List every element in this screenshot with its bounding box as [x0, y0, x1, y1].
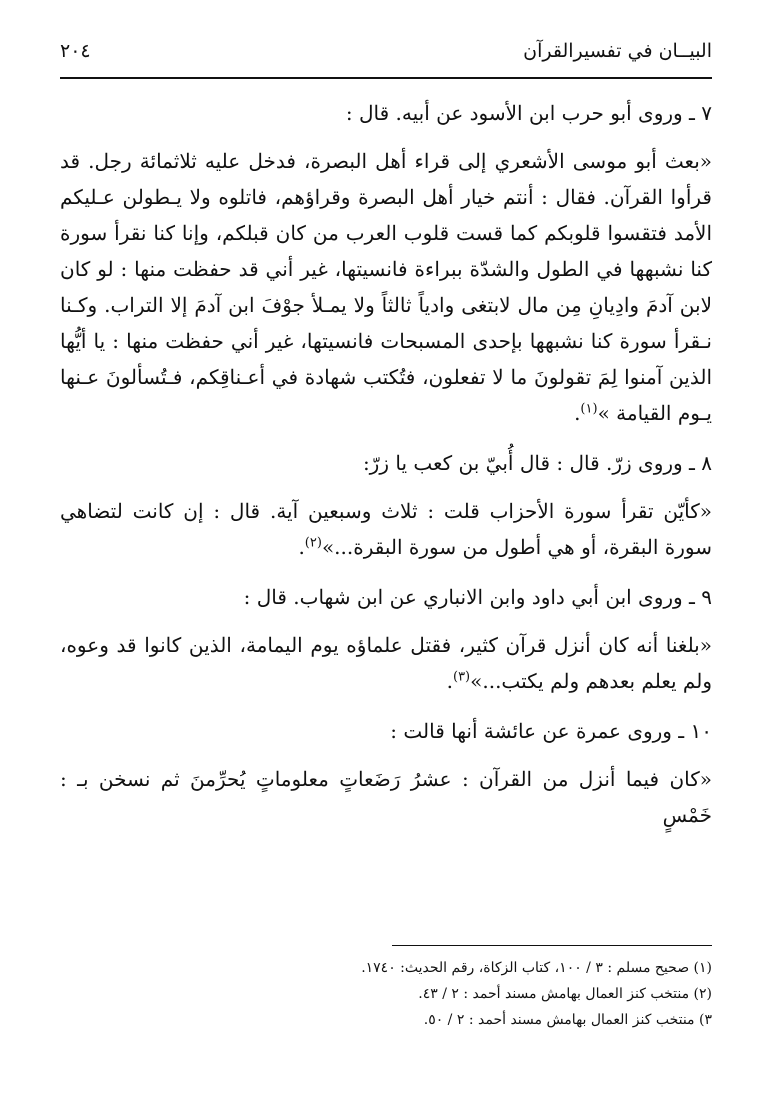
narration-intro-10: ١٠ ـ وروى عمرة عن عائشة أنها قالت :: [390, 719, 712, 743]
narration-quote-7: «بعث أبو موسى الأشعري إلى قراء أهل البصرة، فدخل عليه ثلاثمائة رجل. قد قرأوا القرآن. فقال : أنتم خيار أهل البصرة وقراؤهم، فاتلوه ولا يـطولن عـليكم الأمد فتقسوا قلوبكم كما قست قلوب العرب من كان قبلكم، وإنا كنا نقرأ سورة كنا نشبهها في الطول والشدّة ببراءة فانسيتها، غير أني قد حفظت منها : لو كان لابن آدمَ وادِيانِ مِن مال لابتغى وادياً ثالثاً ولا يمـلأ جوْفَ ابن آدمَ إلا التراب. وكـنا نـقرأ سورة كنا نشبهها بإحدى المسبحات فانسيتها، غير أني حفظت منها : يا أيُّها الذين آمنوا لِمَ تقولونَ ما لا تفعلون، فتُكتب شهادة في أعـناقِكم، فـتُسألونَ عـنها يـوم القيامة »$^{(١)}$.: [60, 149, 712, 425]
page-body: [60, 95, 712, 847]
narration-quote-10: «كان فيما أنزل من القرآن : عشرُ رَضَعاتٍ معلوماتٍ يُحرِّمنَ ثم نسخن بـ : خَمْسٍ: [60, 767, 712, 827]
narration-quote-9: «بلغنا أنه كان أنزل قرآن كثير، فقتل علماؤه يوم اليمامة، الذين كانوا قد وعوه، ولم يعلم بعدهم ولم يكتب...»$^{(٣)}$.: [60, 633, 712, 693]
narration-intro-8: ٨ ـ وروى زرّ. قال : قال أُبيّ بن كعب يا زرّ:: [362, 451, 712, 475]
footnote-3: ٣) منتخب كنز العمال بهامش مسند أحمد : ٢ / ٥٠.: [423, 1012, 712, 1028]
footnote-divider: [392, 945, 712, 946]
footnotes: [60, 955, 712, 1033]
header-title: البيــان في تفسيرالقرآن: [523, 40, 712, 62]
header-divider: [60, 77, 712, 79]
narration-intro-7: ٧ ـ وروى أبو حرب ابن الأسود عن أبيه. قال :: [345, 101, 712, 125]
footnote-ref-1: (١): [580, 401, 598, 417]
narration-quote-8: «كأيّن تقرأ سورة الأحزاب قلت : ثلاث وسبعين آية. قال : إن كانت لتضاهي سورة البقرة، أو هي أطول من سورة البقرة...»$^{(٢)}$.: [60, 499, 712, 559]
page-number: ٢٠٤: [60, 40, 91, 62]
footnote-1: (١) صحيح مسلم : ٣ / ١٠٠، كتاب الزكاة، رقم الحديث: ١٧٤٠.: [361, 960, 712, 976]
footnote-ref-2: (٢): [304, 535, 322, 551]
narration-intro-9: ٩ ـ وروى ابن أبي داود وابن الانباري عن ابن شهاب. قال :: [243, 585, 712, 609]
footnote-2: (٢) منتخب كنز العمال بهامش مسند أحمد : ٢ / ٤٣.: [418, 986, 712, 1002]
footnote-ref-3: (٣): [452, 669, 471, 685]
running-header: [60, 38, 712, 78]
